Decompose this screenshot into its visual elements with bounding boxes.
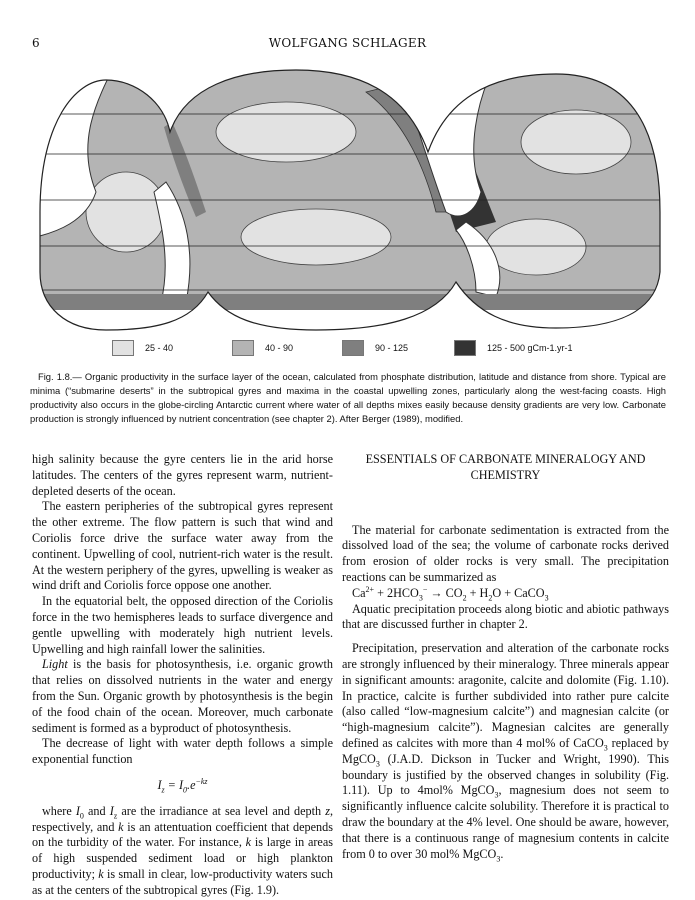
paragraph	[32, 804, 333, 899]
paragraph	[32, 499, 333, 594]
text-sup: −kz	[195, 776, 208, 786]
text-run: Ca	[352, 585, 366, 600]
paragraph	[32, 594, 333, 657]
text-sub: 3	[544, 593, 549, 603]
text-i: k	[245, 835, 252, 850]
legend-item	[342, 340, 408, 356]
text-run: I	[157, 777, 162, 792]
legend-swatch	[454, 340, 476, 356]
text-run: and	[83, 803, 110, 818]
text-run: is the basis for photosynthesis, i.e. organic growth that relies on dissolved nutrients in the water and energy from the Sun. Organic growth by photosynthesis is the begin of the food chain of the ocean. Moreover, much carbonate sediment is formed as a byproduct of photosynthesis.	[32, 657, 333, 735]
text-i: k	[98, 866, 104, 881]
text-sub: 3	[494, 790, 499, 800]
legend-label: 125 - 500 gCm-1.yr-1	[487, 343, 573, 353]
text-sub: 0	[79, 811, 84, 821]
paragraph	[342, 602, 669, 634]
legend-swatch	[232, 340, 254, 356]
text-i: Light	[42, 657, 68, 672]
text-run: Aquatic precipitation proceeds along biotic and abiotic pathways that are discussed further in chapter 2.	[342, 601, 669, 632]
text-i: I	[109, 803, 114, 818]
paragraph	[342, 641, 669, 862]
text-run: , magnesium does not seem to significantly influence calcite solubility. Therefore it is practical to draw the boundary at the 4% level. One should be aware, however, that there is a continuous range of magnesium contents in calcite from 0 to over 30 mol% MgCO	[342, 783, 669, 861]
text-run: + H	[466, 585, 489, 600]
text-run: is an attentuation coefficient that depends on the turbidity of the water. For instance,	[32, 819, 333, 850]
text-run: In the equatorial belt, the opposed direction of the Coriolis force in the two hemispheres leads to surface divergence and gentle upwelling with moderately high nutrient levels. Upwelling and high rainfall lower the salinities.	[32, 594, 333, 656]
running-head: WOLFGANG SCHLAGER	[268, 36, 427, 50]
text-run: is large in areas of high suspended sediment load or high plankton productivity;	[32, 835, 333, 881]
text-sub: z	[161, 785, 165, 795]
legend-label: 40 - 90	[265, 343, 294, 353]
ocean-productivity-map	[36, 62, 664, 334]
legend-swatch	[112, 340, 134, 356]
paragraph	[32, 736, 333, 768]
text-sub: 3	[418, 593, 423, 603]
text-sub: 3	[603, 743, 608, 753]
section-heading: ESSENTIALS OF CARBONATE MINERALOGY AND CHEMISTRY	[365, 452, 646, 482]
right-column	[342, 452, 669, 862]
text-run: .e	[187, 777, 196, 792]
text-sub: 3	[496, 853, 501, 863]
figure-caption: Fig. 1.8.— Organic productivity in the surface layer of the ocean, calculated from phosphate distribution, latitude and distance from shore. Typical are minima (“submarine deserts” in the subtropical gyres and maxima in the coastal upwelling zones, particularly along the west-facing coasts. High productivity also occurs in the globe-circling Antarctic current where water of all depths mixes easily because density gradients are very low. Carbonate production is strongly influenced by nutrient concentration (see chapter 2). After Berger (1989), modified.	[30, 371, 666, 424]
text-run: Precipitation, preservation and alteration of the carbonate rocks are strongly influenced by their mineralogy. Three minerals appear in significant amounts: aragonite, calcite and dolomite (Fig. 1.10). In practice, calcite is further subdivided into rather pure calcite (also called “low-magnesium calcite”) and magnesian calcite (or “high-magnesium calcite”). Magnesian calcites are generally defined as calcites with more than 4 mol% of CaCO	[342, 641, 669, 750]
precipitation-reaction	[342, 586, 669, 602]
text-sub: 3	[375, 759, 380, 769]
legend-item	[454, 340, 573, 356]
light-equation	[32, 778, 333, 794]
text-run: are the irradiance at sea level and depth	[117, 803, 326, 818]
legend-label: 90 - 125	[375, 343, 409, 353]
text-i: k	[118, 819, 124, 834]
text-run: (J.A.D. Dickson in Tucker and Wright, 1990). This boundary is justified by the observed changes in solubility (Fig. 1.11). Up to 4mol% MgCO	[342, 751, 669, 798]
map-legend	[112, 340, 632, 358]
text-run: replaced by MgCO	[342, 735, 669, 766]
left-column	[32, 452, 333, 899]
paragraph	[32, 452, 333, 499]
text-run: is small in clear, low-productivity waters such as at the centers of the subtropical gyres (Fig. 1.9).	[32, 866, 333, 897]
text-sup: 2+	[365, 584, 375, 594]
text-run: .	[500, 846, 504, 861]
text-run: The eastern peripheries of the subtropical gyres represent the other extreme. The flow pattern is such that wind and Coriolis force drive the surface water away from the continent. Upwelling of cool, nutrient-rich water is the result. At the western periphery of the gyres, upwelling is weaker as wind drift and Coriolis force oppose one another.	[32, 499, 333, 593]
text-i: I	[75, 803, 80, 818]
legend-item	[112, 340, 173, 356]
text-sup: −	[422, 584, 428, 594]
text-sub: 2	[488, 593, 493, 603]
text-run: → CO	[427, 585, 463, 600]
text-run: , respectively, and	[32, 803, 333, 834]
text-run: = I	[164, 777, 184, 792]
text-run: The material for carbonate sedimentation is extracted from the dissolved load of the sea; the volume of carbonate rocks derived from erosion of older rocks is very small. The precipitation reactions can be summarized as	[342, 522, 669, 584]
paragraph	[342, 523, 669, 586]
text-run: + 2HCO	[374, 585, 419, 600]
text-sub: 2	[462, 593, 467, 603]
paragraph	[32, 657, 333, 736]
text-run: high salinity because the gyre centers lie in the arid horse latitudes. The centers of the gyres represent warm, nutrient-depleted deserts of the ocean.	[32, 452, 333, 498]
text-sub: 0	[183, 785, 188, 795]
page-number: 6	[32, 36, 40, 50]
text-run: where	[42, 803, 76, 818]
legend-label: 25 - 40	[145, 343, 174, 353]
text-i: z	[325, 803, 330, 818]
legend-swatch	[342, 340, 364, 356]
text-run: The decrease of light with water depth follows a simple exponential function	[32, 736, 333, 767]
legend-item	[232, 340, 293, 356]
text-sub: z	[113, 811, 118, 821]
text-run: O + CaCO	[492, 585, 545, 600]
